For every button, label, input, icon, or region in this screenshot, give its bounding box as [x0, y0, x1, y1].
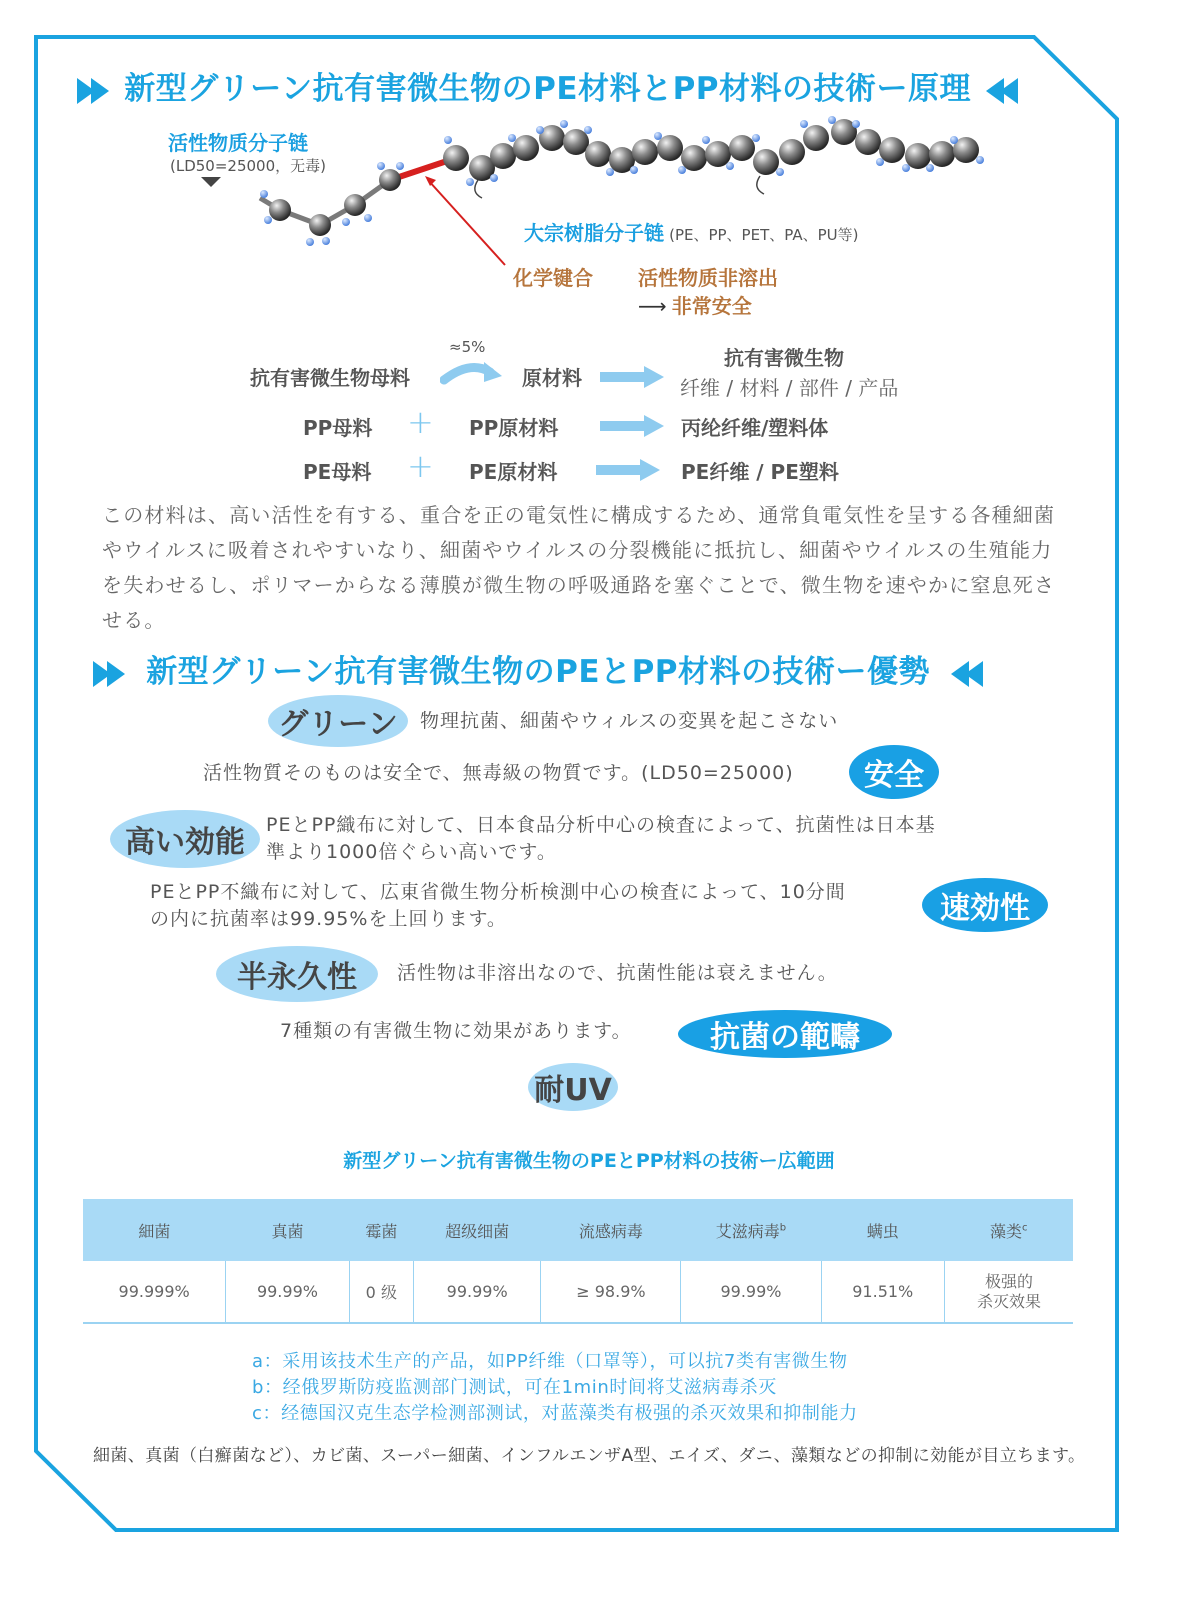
flow-arrow-icon — [596, 459, 660, 481]
table-header-cell — [681, 1199, 821, 1261]
header-aids: 艾滋病毒 — [715, 1221, 780, 1241]
flow-row2-a — [303, 412, 372, 441]
footnote-c: c：经德国汉克生态学检测部测试，对蓝藻类有极强的杀灭效果和抑制能力 — [252, 1403, 858, 1424]
bottom-summary: 細菌、真菌（白癬菌など）、カビ菌、スーパー細菌、インフルエンザA型、エイズ、ダニ、藻類などの抑制に効能が目立ちます。 — [93, 1446, 1086, 1466]
flow-arrow-icon — [600, 415, 664, 437]
result-sub-text: 纤维 / 材料 / 部件 / 产品 — [680, 376, 899, 400]
algae-line2: 杀灭效果 — [976, 1291, 1041, 1311]
resin-chain-label-wrap — [524, 217, 858, 246]
flow-row3-a — [303, 456, 371, 485]
resin-chain-label: 大宗树脂分子链 — [524, 221, 664, 245]
flow-row1-mid — [522, 362, 582, 391]
adv-efficacy-text1: PEとPP織布に対して、日本食品分析中心の検査によって、抗菌性は日本基 — [266, 814, 936, 836]
active-chain-sub: (LD50=25000，无毒) — [170, 157, 326, 175]
safe-label: 非常安全 — [671, 294, 752, 318]
table-header-cell: 真菌 — [226, 1199, 349, 1261]
title-left-arrow-icon — [107, 661, 125, 687]
footnote-a: a：采用该技术生产的产品，如PP纤维（口罩等），可以抗7类有害微生物 — [252, 1351, 848, 1372]
adv-fast-text2: の内に抗菌率は99.95%を上回ります。 — [150, 908, 507, 930]
flow-source-text: 抗有害微生物母料 — [250, 366, 410, 390]
flow-row1-source — [250, 362, 410, 391]
flow-arrow-icon — [600, 366, 664, 388]
pill-scope: 抗菌の範疇 — [678, 1010, 892, 1058]
rotation-mark-icon — [475, 180, 482, 198]
pe-result-text: PE纤维 / PE塑料 — [681, 460, 839, 484]
table-cell: 99.999% — [83, 1261, 226, 1323]
title-right-arrow-icon — [1000, 78, 1018, 104]
table-cell: ≥ 98.9% — [541, 1261, 681, 1323]
adv-scope-text: 7種類の有害微生物に効果があります。 — [280, 1020, 632, 1042]
bond-label: 化学键合 — [513, 266, 593, 290]
title-left-arrow-icon — [91, 78, 109, 104]
table-cell: 0 级 — [349, 1261, 413, 1323]
pp-raw-text: PP原材料 — [469, 416, 559, 440]
pe-masterbatch-text: PE母料 — [303, 460, 372, 484]
result-title-text: 抗有害微生物 — [724, 346, 844, 370]
active-chain-marker-icon — [201, 177, 221, 187]
plus-icon: + — [407, 403, 434, 441]
pp-masterbatch-text: PP母料 — [303, 416, 373, 440]
table-header-cell: 流感病毒 — [541, 1199, 681, 1261]
title-right-arrow-icon — [965, 661, 983, 687]
flow-row1-result-sub — [680, 372, 898, 401]
header-algae: 藻类 — [989, 1221, 1022, 1241]
table-header-row — [83, 1199, 1073, 1261]
ratio-label: ≈5% — [449, 338, 486, 356]
flow-mid-text: 原材料 — [522, 366, 582, 390]
table-header-cell: 細菌 — [83, 1199, 226, 1261]
carbon-atoms-active — [269, 169, 401, 236]
resin-chain-sub: (PE、PP、PET、PA、PU等) — [669, 226, 859, 244]
footnote-marker: b — [779, 1222, 787, 1234]
section2-title-wrap — [93, 646, 983, 691]
flow-row1-result-title — [724, 342, 844, 371]
table-title: 新型グリーン抗有害微生物のPEとPP材料の技術ー広範囲 — [343, 1150, 835, 1172]
table-header-cell: 螨虫 — [821, 1199, 944, 1261]
adv-green-text: 物理抗菌、細菌やウィルスの変異を起こさない — [420, 710, 839, 732]
pill-green: グリーン — [268, 695, 408, 747]
table-cell: 99.99% — [681, 1261, 821, 1323]
active-chain-label: 活性物质分子链 — [168, 131, 308, 155]
adv-semipermanent-text: 活性物は非溶出なので、抗菌性能は衰えません。 — [397, 962, 838, 984]
section1-title-wrap — [77, 63, 1018, 108]
pill-safe: 安全 — [849, 745, 939, 799]
pill-efficacy: 高い効能 — [110, 810, 260, 868]
pp-result-text: 丙纶纤维/塑料体 — [681, 416, 829, 440]
plus-icon: + — [407, 447, 434, 485]
resin-chain — [443, 119, 979, 181]
adv-efficacy-text2: 準より1000倍ぐらい高いです。 — [266, 841, 557, 863]
adv-fast-text1: PEとPP不織布に対して、広東省微生物分析検測中心の検査によって、10分間 — [150, 881, 846, 903]
table-row — [83, 1261, 1073, 1323]
algae-line1: 极强的 — [984, 1271, 1033, 1291]
table-header-cell — [945, 1199, 1074, 1261]
safe-arrow-icon: ⟶ — [638, 294, 667, 318]
table-header-cell: 霉菌 — [349, 1199, 413, 1261]
footnote-marker: c — [1022, 1222, 1028, 1234]
bond-pointer-arrow — [428, 180, 505, 265]
flow-row3-result — [681, 456, 839, 485]
table-cell: 91.51% — [821, 1261, 944, 1323]
table-cell: 99.99% — [226, 1261, 349, 1323]
flow-row2-b — [469, 412, 558, 441]
pill-semipermanent: 半永久性 — [216, 946, 378, 1002]
footnotes — [252, 1349, 858, 1427]
rotation-mark-icon — [757, 176, 764, 194]
pe-raw-text: PE原材料 — [469, 460, 558, 484]
flow-row3-b — [469, 456, 557, 485]
safe-line — [638, 290, 752, 319]
principle-paragraph: この材料は、高い活性を有する、重合を正の電気性に構成するため、通常負電気性を呈する各種細菌やウイルスに吸着されやすいなり、細菌やウイルスの分裂機能に抵抗し、細菌やウイルスの生殖能力を失わせるし、ポリマーからなる薄膜が微生物の呼吸通路を塞ぐことで、微生物を速やかに窒息死させる。 — [102, 503, 1056, 632]
curved-arrow-icon — [440, 358, 506, 388]
non-elution-label: 活性物质非溶出 — [638, 266, 778, 290]
table-cell-algae — [945, 1261, 1074, 1323]
pill-fast: 速効性 — [922, 878, 1048, 932]
section2-title: 新型グリーン抗有害微生物のPEとPP材料の技術ー優勢 — [146, 654, 931, 690]
adv-safe-text: 活性物質そのものは安全で、無毒級の物質です。(LD50=25000) — [203, 762, 794, 784]
footnote-b: b：经俄罗斯防疫监测部门测试，可在1min时间将艾滋病毒杀灭 — [252, 1377, 777, 1398]
pill-uv: 耐UV — [528, 1063, 618, 1111]
efficacy-table — [83, 1199, 1073, 1324]
table-cell: 99.99% — [413, 1261, 540, 1323]
section1-title: 新型グリーン抗有害微生物のPE材料とPP材料の技術ー原理 — [124, 71, 972, 107]
flow-row2-result — [681, 412, 828, 441]
table-header-cell: 超级细菌 — [413, 1199, 540, 1261]
